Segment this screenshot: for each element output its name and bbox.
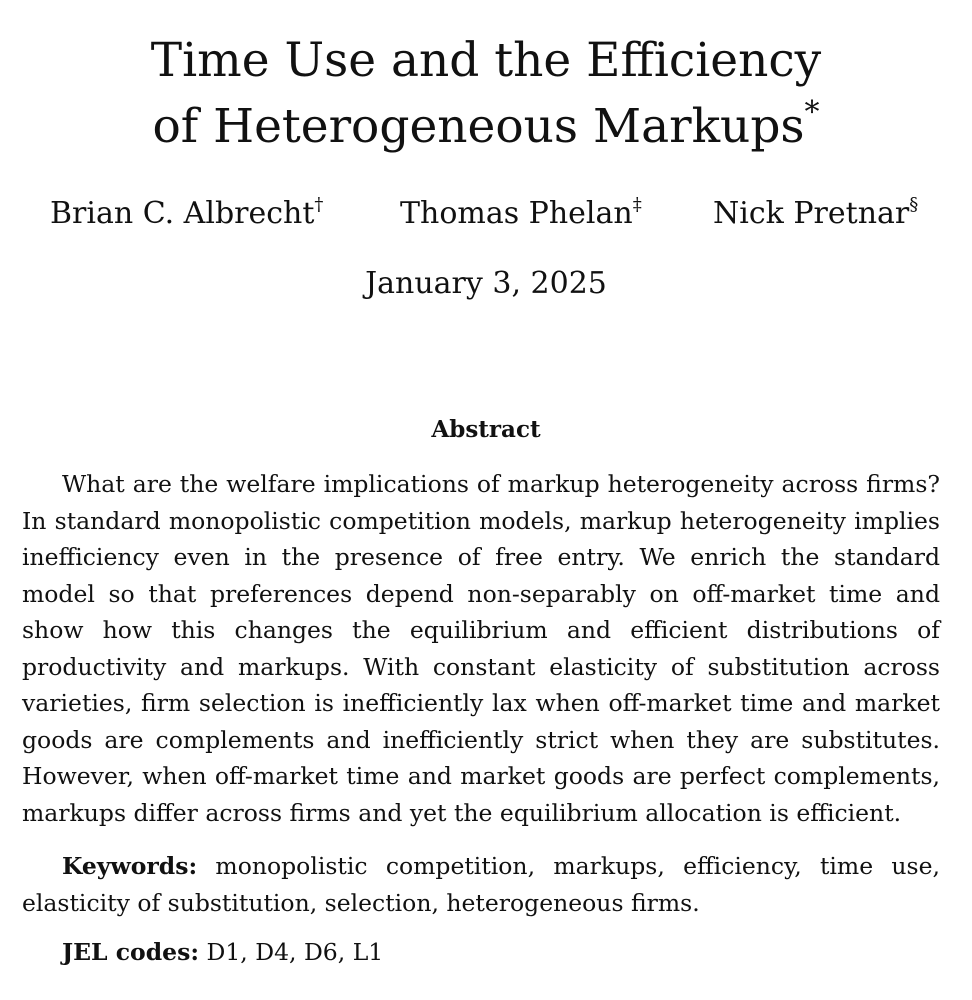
author-1 bbox=[50, 196, 323, 231]
jel-text: D1, D4, D6, L1 bbox=[206, 938, 384, 966]
author-2-name: Thomas Phelan bbox=[400, 196, 633, 231]
abstract-text: What are the welfare implications of markup heterogeneity across firms? In standard monopolistic competition models, markup heterogeneity implies inefficiency even in the presence of free entry. We enrich the standard model so that preferences depend non-separably on off-market time and show how this changes the equilibrium and efficient distributions of productivity and markups. With constant elasticity of substitution across varieties, firm selection is inefficiently lax when off-market time and market goods are complements and inefficiently strict when they are substitutes. However, when off-market time and market goods are perfect complements, markups differ across firms and yet the equilibrium allocation is efficient. bbox=[22, 470, 940, 827]
abstract-heading: Abstract bbox=[431, 416, 541, 443]
author-list bbox=[0, 196, 972, 236]
author-3 bbox=[713, 196, 918, 231]
author-1-name: Brian C. Albrecht bbox=[50, 196, 315, 231]
keywords-text: monopolistic competition, markups, efficiency, time use, elasticity of substitution, selection, heterogeneous firms. bbox=[22, 852, 940, 917]
jel-codes bbox=[62, 934, 940, 971]
publication-date: January 3, 2025 bbox=[365, 266, 607, 301]
author-3-footnote-mark: § bbox=[909, 194, 919, 215]
author-1-footnote-mark: † bbox=[314, 194, 324, 215]
author-2 bbox=[400, 196, 642, 231]
author-2-footnote-mark: ‡ bbox=[632, 194, 642, 215]
title-line-2 bbox=[0, 94, 972, 160]
author-3-name: Nick Pretnar bbox=[713, 196, 910, 231]
title-line-1: Time Use and the Efficiency bbox=[150, 33, 822, 88]
jel-label: JEL codes: bbox=[62, 938, 200, 966]
title-line-2-text: of Heterogeneous Markups bbox=[152, 99, 805, 154]
title-footnote-mark: * bbox=[804, 95, 820, 130]
keywords bbox=[22, 848, 940, 921]
keywords-label: Keywords: bbox=[62, 852, 198, 880]
paper-title bbox=[0, 28, 972, 160]
